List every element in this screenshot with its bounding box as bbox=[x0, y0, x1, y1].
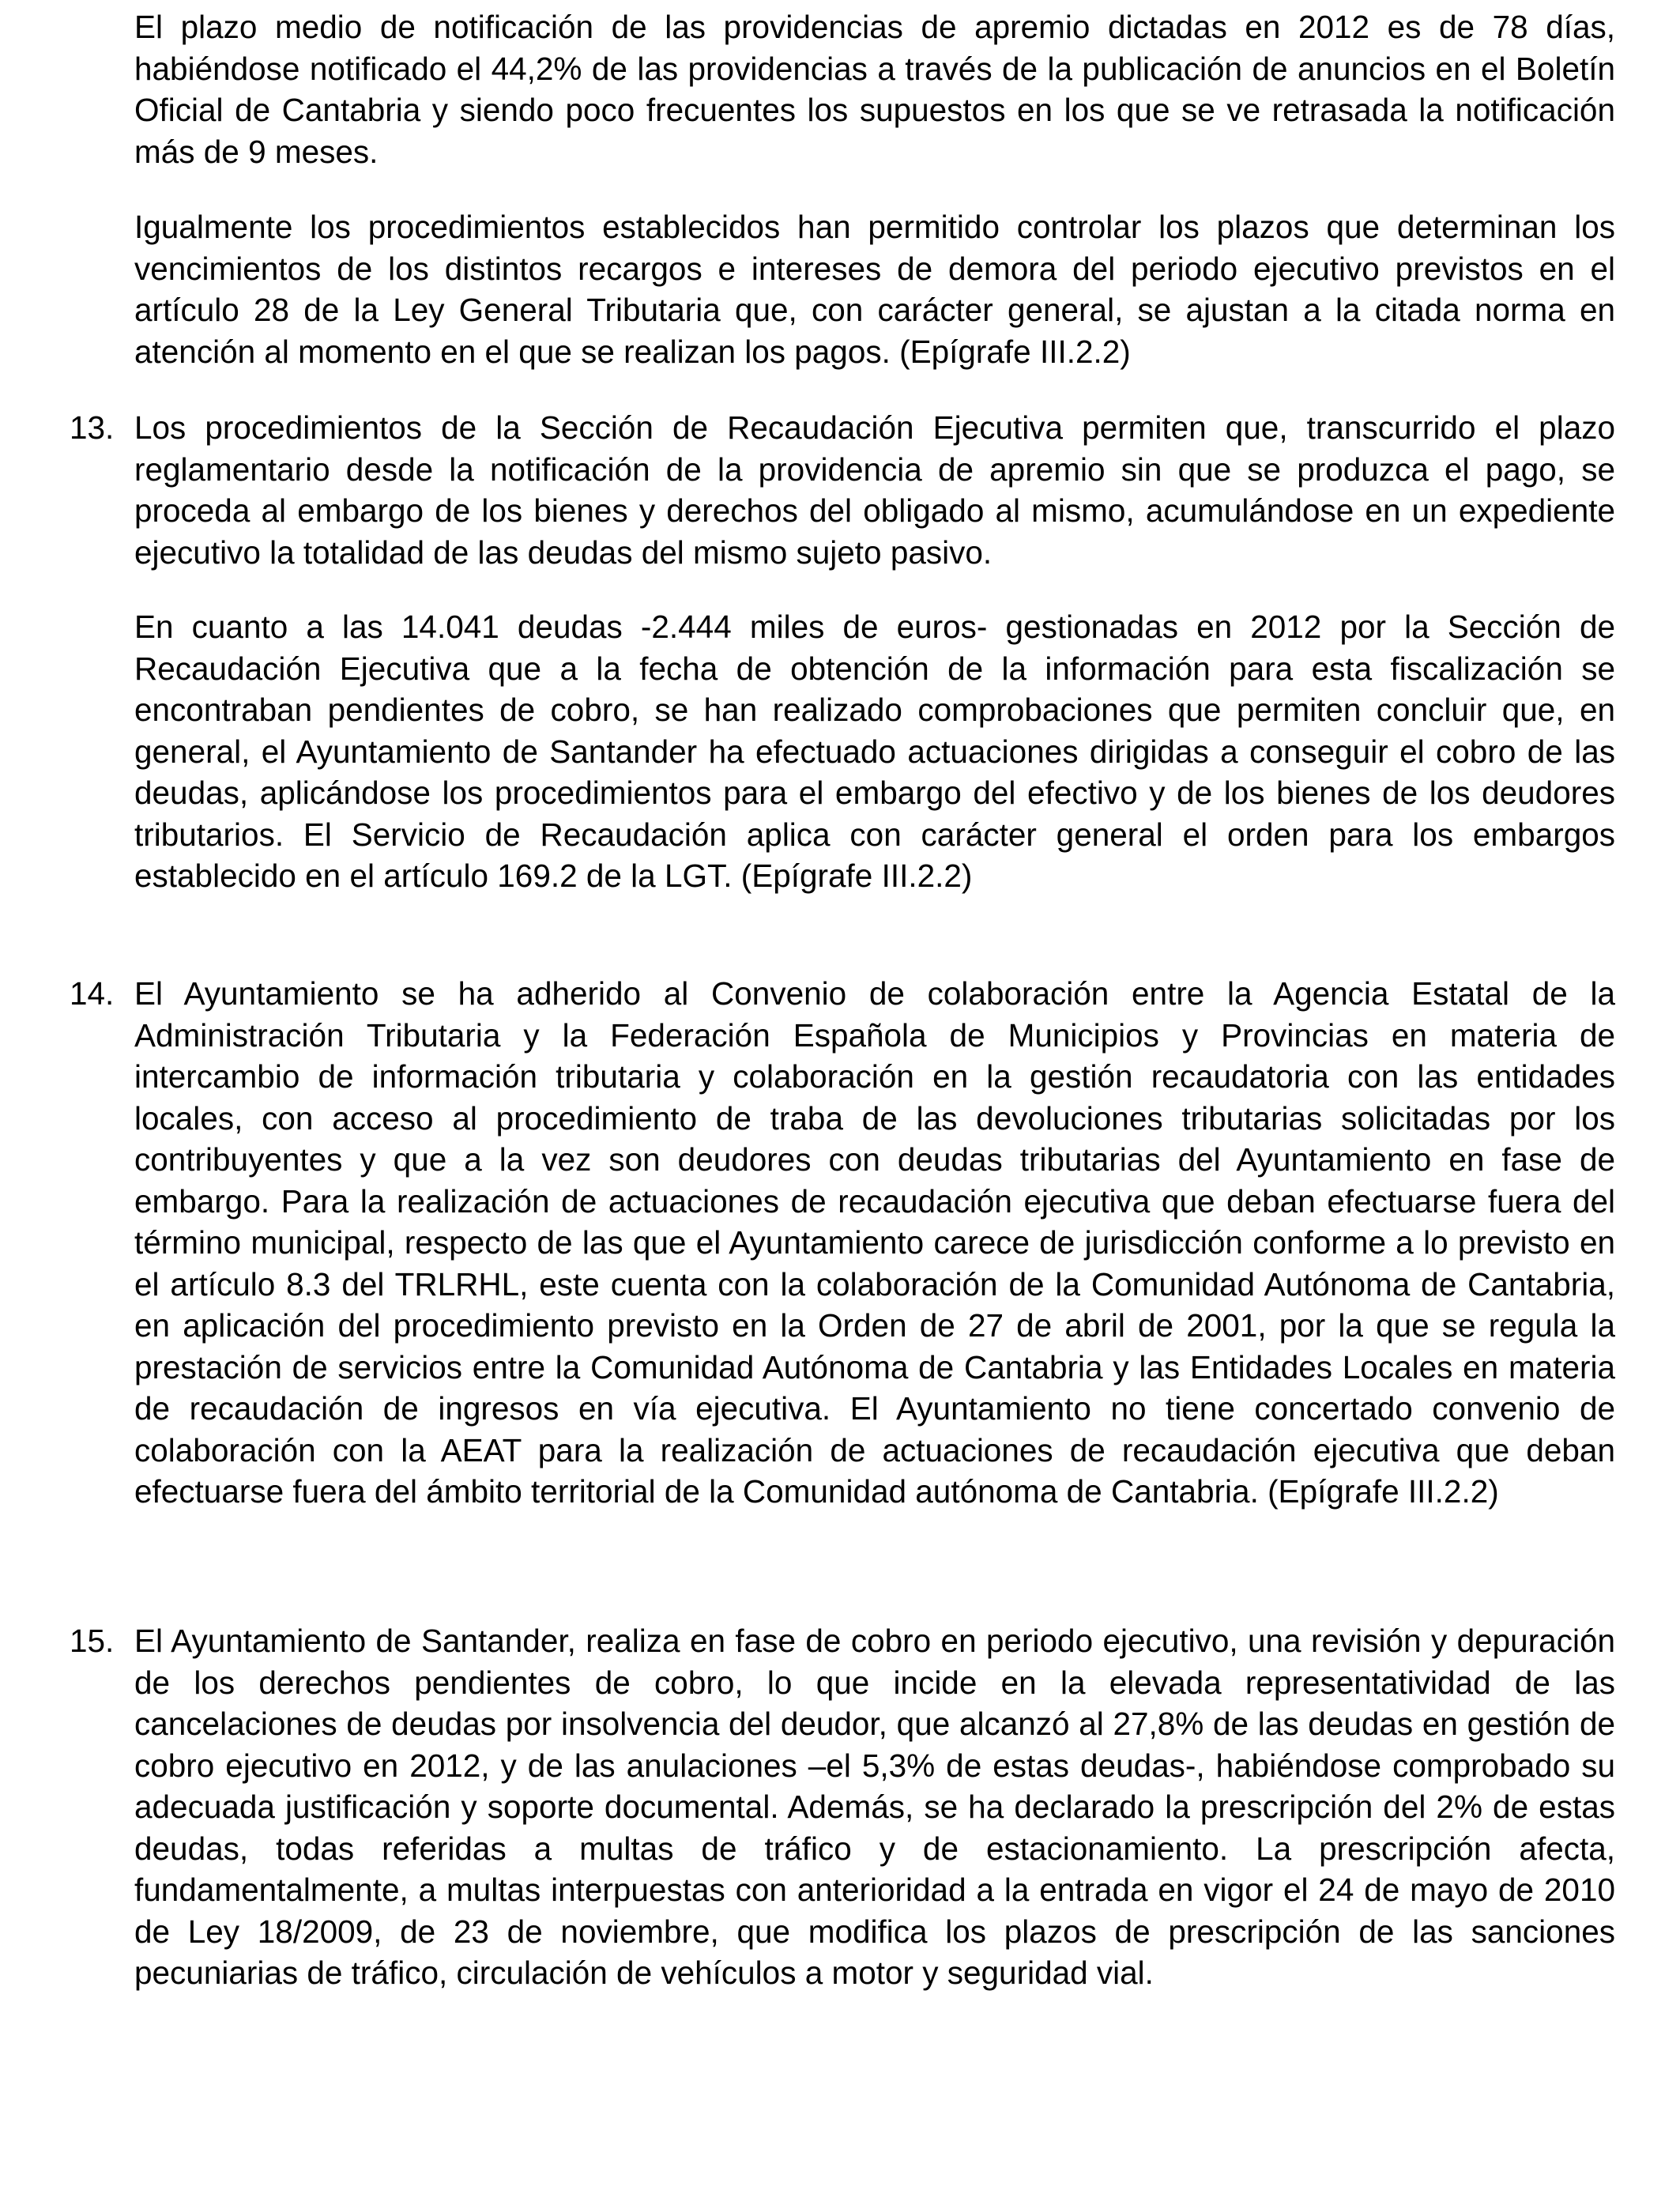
list-item-number: 13. bbox=[70, 409, 115, 446]
list-item-14-paragraph-1: El Ayuntamiento se ha adherido al Convenio de colaboración entre la Agencia Estatal de la Administración Tributaria y la Federación Española de Municipios y Provincias en materia de intercambio de información tributaria y colaboración en la gestión recaudatoria con las entidades locales, con acceso al procedimiento de traba de las devoluciones tributarias solicitadas por los contribuyentes y que a la vez son deudores con deudas tributarias del Ayuntamiento en fase de embargo. Para la realización de actuaciones de recaudación ejecutiva que deban efectuarse fuera del término municipal, respecto de las que el Ayuntamiento carece de jurisdicción conforme a lo previsto en el artículo 8.3 del TRLRHL, este cuenta con la colaboración de la Comunidad Autónoma de Cantabria, en aplicación del procedimiento previsto en la Orden de 27 de abril de 2001, por la que se regula la prestación de servicios entre la Comunidad Autónoma de Cantabria y las Entidades Locales en materia de recaudación de ingresos en vía ejecutiva. El Ayuntamiento no tiene concertado convenio de colaboración con la AEAT para la realización de actuaciones de recaudación ejecutiva que deban efectuarse fuera del ámbito territorial de la Comunidad autónoma de Cantabria. (Epígrafe III.2.2) bbox=[134, 975, 1615, 1510]
list-item-number: 15. bbox=[70, 1623, 115, 1659]
list-item-15-paragraph-1: El Ayuntamiento de Santander, realiza en fase de cobro en periodo ejecutivo, una revisión y depuración de los derechos pendientes de cobro, lo que incide en la elevada representatividad de las cancelaciones de deudas por insolvencia del deudor, que alcanzó al 27,8% de las deudas en gestión de cobro ejecutivo en 2012, y de las anulaciones –el 5,3% de estas deudas-, habiéndose comprobado su adecuada justificación y soporte documental. Además, se ha declarado la prescripción del 2% de estas deudas, todas referidas a multas de tráfico y de estacionamiento. La prescripción afecta, fundamentalmente, a multas interpuestas con anterioridad a la entrada en vigor el 24 de mayo de 2010 de Ley 18/2009, de 23 de noviembre, que modifica los plazos de prescripción de las sanciones pecuniarias de tráfico, circulación de vehículos a motor y seguridad vial. bbox=[134, 1623, 1615, 1991]
intro-paragraph-1: El plazo medio de notificación de las providencias de apremio dictadas en 2012 es de 78 días, habiéndose notificado el 44,2% de las providencias a través de la publicación de anuncios en el Boletín Oficial de Cantabria y siendo poco frecuentes los supuestos en los que se ve retrasada la notificación más de 9 meses. bbox=[134, 9, 1615, 170]
list-item-13-paragraph-2: En cuanto a las 14.041 deudas -2.444 miles de euros- gestionadas en 2012 por la Sección de Recaudación Ejecutiva que a la fecha de obtención de la información para esta fiscalización se encontraban pendientes de cobro, se han realizado comprobaciones que permiten concluir que, en general, el Ayuntamiento de Santander ha efectuado actuaciones dirigidas a conseguir el cobro de las deudas, aplicándose los procedimientos para el embargo del efectivo y de los bienes de los deudores tributarios. El Servicio de Recaudación aplica con carácter general el orden para los embargos establecido en el artículo 169.2 de la LGT. (Epígrafe III.2.2) bbox=[134, 609, 1615, 894]
intro-paragraph-2: Igualmente los procedimientos establecidos han permitido controlar los plazos que determinan los vencimientos de los distintos recargos e intereses de demora del periodo ejecutivo previstos en el artículo 28 de la Ley General Tributaria que, con carácter general, se ajustan a la citada norma en atención al momento en el que se realizan los pagos. (Epígrafe III.2.2) bbox=[134, 209, 1615, 370]
list-item-number: 14. bbox=[70, 975, 115, 1012]
list-item-13-paragraph-1: Los procedimientos de la Sección de Recaudación Ejecutiva permiten que, transcurrido el plazo reglamentario desde la notificación de la providencia de apremio sin que se produzca el pago, se proceda al embargo de los bienes y derechos del obligado al mismo, acumulándose en un expediente ejecutivo la totalidad de las deudas del mismo sujeto pasivo. bbox=[134, 409, 1615, 571]
